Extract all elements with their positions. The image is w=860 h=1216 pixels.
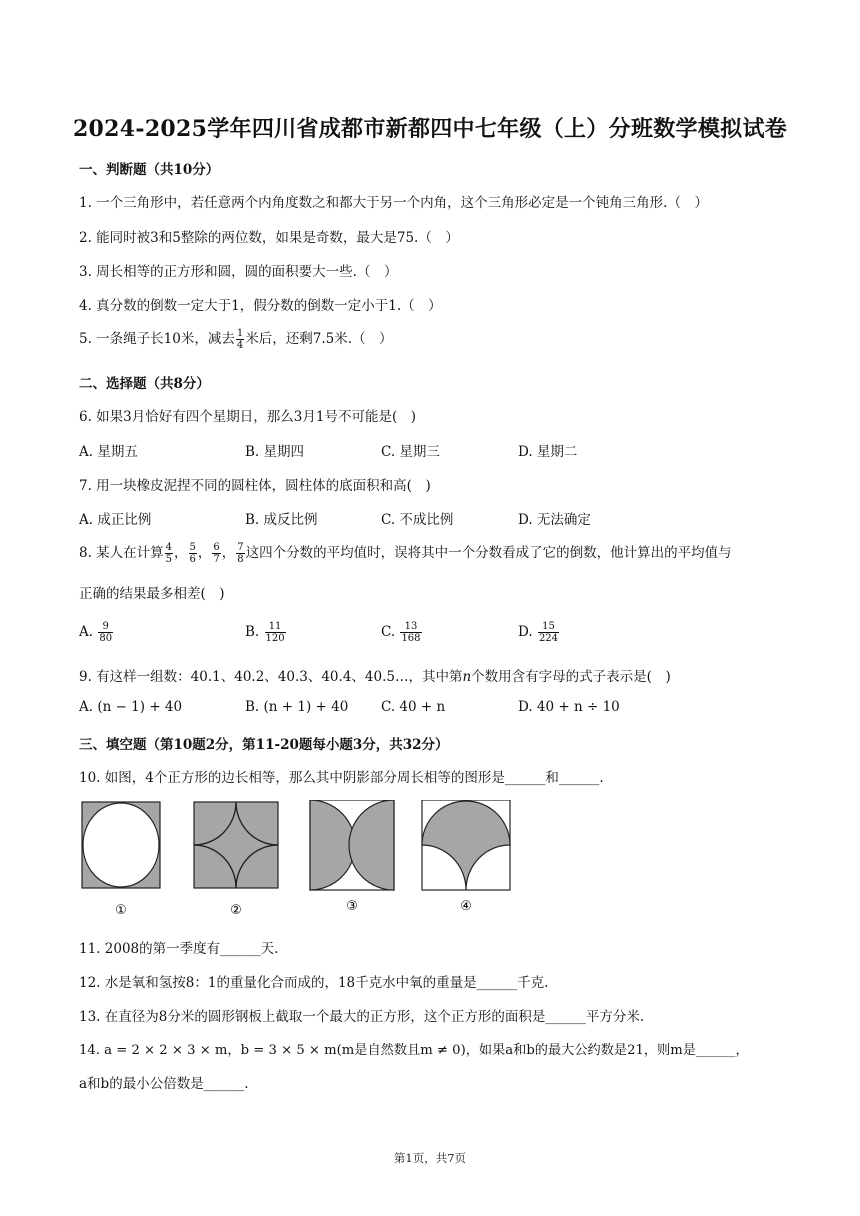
- figure-label-3: ③: [346, 899, 358, 914]
- numerator: 13: [400, 621, 421, 633]
- question-3: 3. 周长相等的正方形和圆，圆的面积要大一些.（ ）: [79, 264, 398, 280]
- denominator: 168: [401, 633, 421, 644]
- question-14-line2: a和b的最小公倍数是______.: [79, 1076, 249, 1092]
- denominator: 4: [236, 340, 244, 351]
- q9-option-a: A. (n − 1) + 40: [79, 699, 183, 715]
- question-13: 13. 在直径为8分米的圆形钢板上截取一个最大的正方形，这个正方形的面积是______平方分米.: [79, 1009, 645, 1025]
- figure-label-1: ①: [115, 903, 127, 918]
- separator: ，: [174, 545, 188, 561]
- question-8-line2: 正确的结果最多相差( ): [79, 586, 225, 602]
- numerator: 15: [538, 621, 559, 633]
- denominator: 80: [99, 633, 113, 644]
- q6-option-b: B. 星期四: [245, 444, 305, 460]
- numerator: 6: [213, 542, 220, 553]
- denominator: 6: [189, 554, 196, 565]
- q7-option-a: A. 成正比例: [79, 512, 152, 528]
- variable-n: n: [462, 669, 472, 685]
- fraction-5-6: [189, 542, 197, 565]
- denominator: 120: [265, 633, 285, 644]
- q9-option-c: C. 40 + n: [381, 699, 446, 715]
- question-7: 7. 用一块橡皮泥捏不同的圆柱体，圆柱体的底面积和高( ): [79, 478, 431, 494]
- option-label: D.: [518, 624, 533, 640]
- question-8-pre: 8. 某人在计算: [79, 545, 164, 561]
- q9-option-d: D. 40 + n ÷ 10: [518, 699, 620, 715]
- numerator: 5: [189, 542, 196, 553]
- fraction-option-b: [265, 621, 286, 644]
- question-11: 11. 2008的第一季度有______天.: [79, 941, 279, 957]
- fraction-option-a: [98, 621, 113, 644]
- question-8: [79, 541, 732, 565]
- figure-label-2: ②: [230, 903, 242, 918]
- section-heading-fill-in: 三、填空题（第10题2分，第11-20题每小题3分，共32分）: [79, 737, 449, 753]
- numerator: 4: [165, 542, 173, 553]
- question-12: 12. 水是氧和氢按8：1的重量化合而成的，18千克水中氧的重量是______千克.: [79, 975, 549, 991]
- figure-label-4: ④: [460, 899, 472, 914]
- q6-option-c: C. 星期三: [381, 444, 440, 460]
- q6-option-a: A. 星期五: [79, 444, 138, 460]
- q7-option-d: D. 无法确定: [518, 512, 591, 528]
- figure-3: [310, 800, 394, 890]
- question-9-post: 个数用含有字母的式子表示是( ): [471, 669, 671, 685]
- question-6: 6. 如果3月恰好有四个星期日，那么3月1号不可能是( ): [79, 409, 416, 425]
- fraction-4-5: [165, 542, 173, 565]
- q6-option-d: D. 星期二: [518, 444, 578, 460]
- question-10: 10. 如图，4个正方形的边长相等，那么其中阴影部分周长相等的图形是______和______.: [79, 770, 604, 786]
- q8-option-c: [381, 621, 423, 644]
- option-label: A.: [79, 624, 94, 640]
- numerator: 9: [98, 621, 113, 633]
- fraction-one-quarter: [236, 328, 244, 351]
- figure-2: [194, 802, 278, 888]
- question-5-pre: 5. 一条绳子长10米，减去: [79, 331, 235, 347]
- question-2: 2. 能同时被3和5整除的两位数，如果是奇数，最大是75.（ ）: [79, 230, 459, 246]
- fraction-option-d: [538, 621, 559, 644]
- figure-1: [82, 802, 160, 888]
- page-title: 2024-2025学年四川省成都市新都四中七年级（上）分班数学模拟试卷: [72, 116, 788, 142]
- question-5-post: 米后，还剩7.5米.（ ）: [245, 331, 393, 347]
- question-10-figures: [80, 800, 520, 922]
- question-5: [79, 327, 393, 351]
- numerator: 11: [265, 621, 286, 633]
- question-8-post: 这四个分数的平均值时，误将其中一个分数看成了它的倒数，他计算出的平均值与: [245, 545, 732, 561]
- q8-option-a: [79, 621, 114, 644]
- question-1: 1. 一个三角形中，若任意两个内角度数之和都大于另一个内角，这个三角形必定是一个钝角三角形.（ ）: [79, 195, 708, 211]
- page-footer: 第1页，共7页: [393, 1151, 467, 1165]
- option-label: B.: [245, 624, 260, 640]
- question-14: 14. a = 2 × 2 × 3 × m，b = 3 × 5 × m(m是自然数且m ≠ 0)，如果a和b的最大公约数是21，则m是______，: [79, 1043, 749, 1058]
- numerator: 1: [236, 328, 244, 339]
- separator: ，: [197, 545, 212, 561]
- fraction-7-8: [236, 542, 244, 565]
- denominator: 224: [538, 633, 559, 644]
- section-heading-judgement: 一、判断题（共10分）: [79, 162, 220, 178]
- denominator: 8: [237, 554, 244, 565]
- option-label: C.: [381, 624, 396, 640]
- q8-option-d: [518, 621, 560, 644]
- numerator: 7: [237, 542, 244, 553]
- question-9-pre: 9. 有这样一组数：40.1、40.2、40.3、40.4、40.5…，其中第: [79, 669, 463, 685]
- section-heading-choice: 二、选择题（共8分）: [79, 376, 210, 392]
- figure-4: [422, 800, 510, 890]
- question-9: [79, 665, 671, 685]
- fraction-6-7: [212, 542, 220, 565]
- q7-option-c: C. 不成比例: [381, 512, 454, 528]
- q8-option-b: [245, 621, 287, 644]
- question-4: 4. 真分数的倒数一定大于1，假分数的倒数一定小于1.（ ）: [79, 298, 442, 314]
- separator: ，: [221, 545, 236, 561]
- q7-option-b: B. 成反比例: [245, 512, 318, 528]
- fraction-option-c: [400, 621, 421, 644]
- denominator: 5: [165, 554, 173, 565]
- q9-option-b: B. (n + 1) + 40: [245, 699, 349, 715]
- denominator: 7: [213, 554, 220, 565]
